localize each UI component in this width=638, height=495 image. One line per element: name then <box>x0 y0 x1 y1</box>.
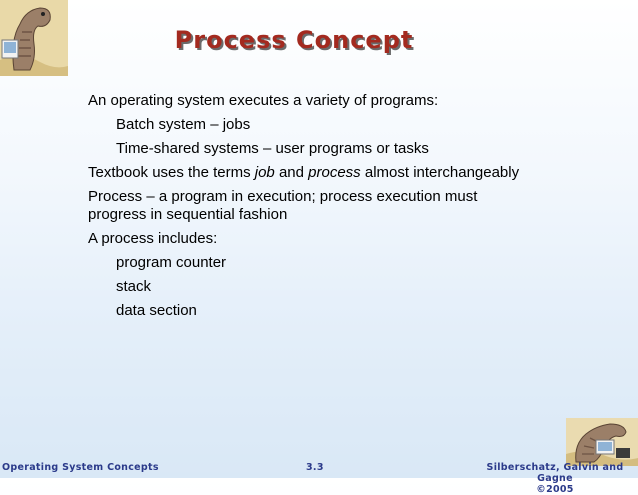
bullet-emphasis: job <box>254 164 275 181</box>
sub-bullet-item: Time-shared systems – user programs or tasks <box>116 140 429 157</box>
slide-body <box>88 92 528 326</box>
sub-bullet-item: program counter <box>116 254 227 271</box>
sub-bullet-item: Batch system – jobs <box>116 116 251 133</box>
slide-title: Process Concept <box>174 26 414 54</box>
dinosaur-computer-icon <box>566 418 638 466</box>
sub-bullet-item: data section <box>116 302 197 319</box>
bullet-item: An operating system executes a variety of programs: <box>88 92 439 109</box>
bullet-text: Textbook uses the terms <box>88 164 255 181</box>
footer-authors <box>472 462 638 495</box>
bullet-item <box>88 164 528 182</box>
bullet-text: and <box>274 164 309 181</box>
bullet-item: A process includes: <box>88 230 218 247</box>
footer-authors-name: Silberschatz, Galvin and Gagne <box>486 462 624 484</box>
footer-page-number: 3.3 <box>306 462 324 473</box>
sub-bullet-item: stack <box>116 278 152 295</box>
bullet-emphasis: process <box>308 164 361 181</box>
footer-course-title: Operating System Concepts <box>2 462 159 473</box>
bullet-item: Process – a program in execution; process execution must progress in sequential fashion <box>88 188 478 223</box>
footer-copyright: ©2005 <box>536 484 574 495</box>
bullet-text: almost interchangeably <box>360 164 520 181</box>
